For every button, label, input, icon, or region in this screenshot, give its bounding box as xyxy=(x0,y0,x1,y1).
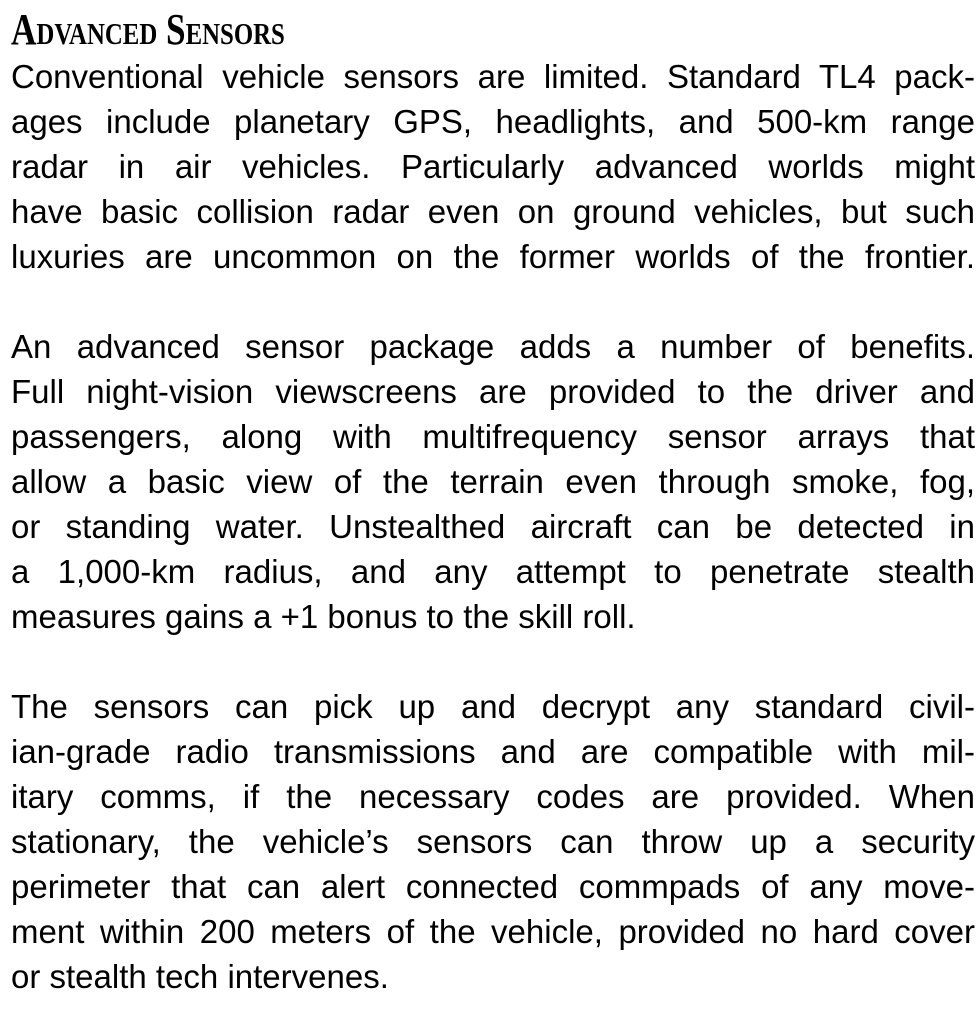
text-line: perimeter that can alert connected commpads of any move- xyxy=(11,868,975,905)
text-line: luxuries are uncommon on the former worlds of the frontier. xyxy=(11,238,975,275)
text-line: a 1,000-km radius, and any attempt to penetrate stealth xyxy=(11,553,975,590)
paragraph-3 xyxy=(11,684,975,999)
text-line: Conventional vehicle sensors are limited. Standard TL4 pack- xyxy=(11,58,975,95)
paragraph-2 xyxy=(11,324,975,639)
text-line: have basic collision radar even on ground vehicles, but such xyxy=(11,193,975,230)
text-line: stationary, the vehicle’s sensors can throw up a security xyxy=(11,823,975,860)
text-line: ian-grade radio transmissions and are compatible with mil- xyxy=(11,733,975,770)
text-line: passengers, along with multifrequency sensor arrays that xyxy=(11,418,975,455)
document-page xyxy=(11,6,975,999)
text-line: An advanced sensor package adds a number of benefits. xyxy=(11,328,975,365)
text-line: measures gains a +1 bonus to the skill roll. xyxy=(11,598,636,635)
text-line: allow a basic view of the terrain even through smoke, fog, xyxy=(11,463,975,500)
text-line: or stealth tech intervenes. xyxy=(11,958,389,995)
text-line: or standing water. Unstealthed aircraft can be detected in xyxy=(11,508,975,545)
text-line: Full night-vision viewscreens are provided to the driver and xyxy=(11,373,975,410)
paragraph-1 xyxy=(11,54,975,279)
paragraph-gap xyxy=(11,279,975,324)
section-heading: Advanced Sensors xyxy=(11,5,285,54)
text-line: ment within 200 meters of the vehicle, provided no hard cover xyxy=(11,913,975,950)
text-line: itary comms, if the necessary codes are provided. When xyxy=(11,778,975,815)
text-line: radar in air vehicles. Particularly advanced worlds might xyxy=(11,148,975,185)
text-line: The sensors can pick up and decrypt any standard civil- xyxy=(11,688,975,725)
text-line: ages include planetary GPS, headlights, and 500-km range xyxy=(11,103,975,140)
paragraph-gap xyxy=(11,639,975,684)
